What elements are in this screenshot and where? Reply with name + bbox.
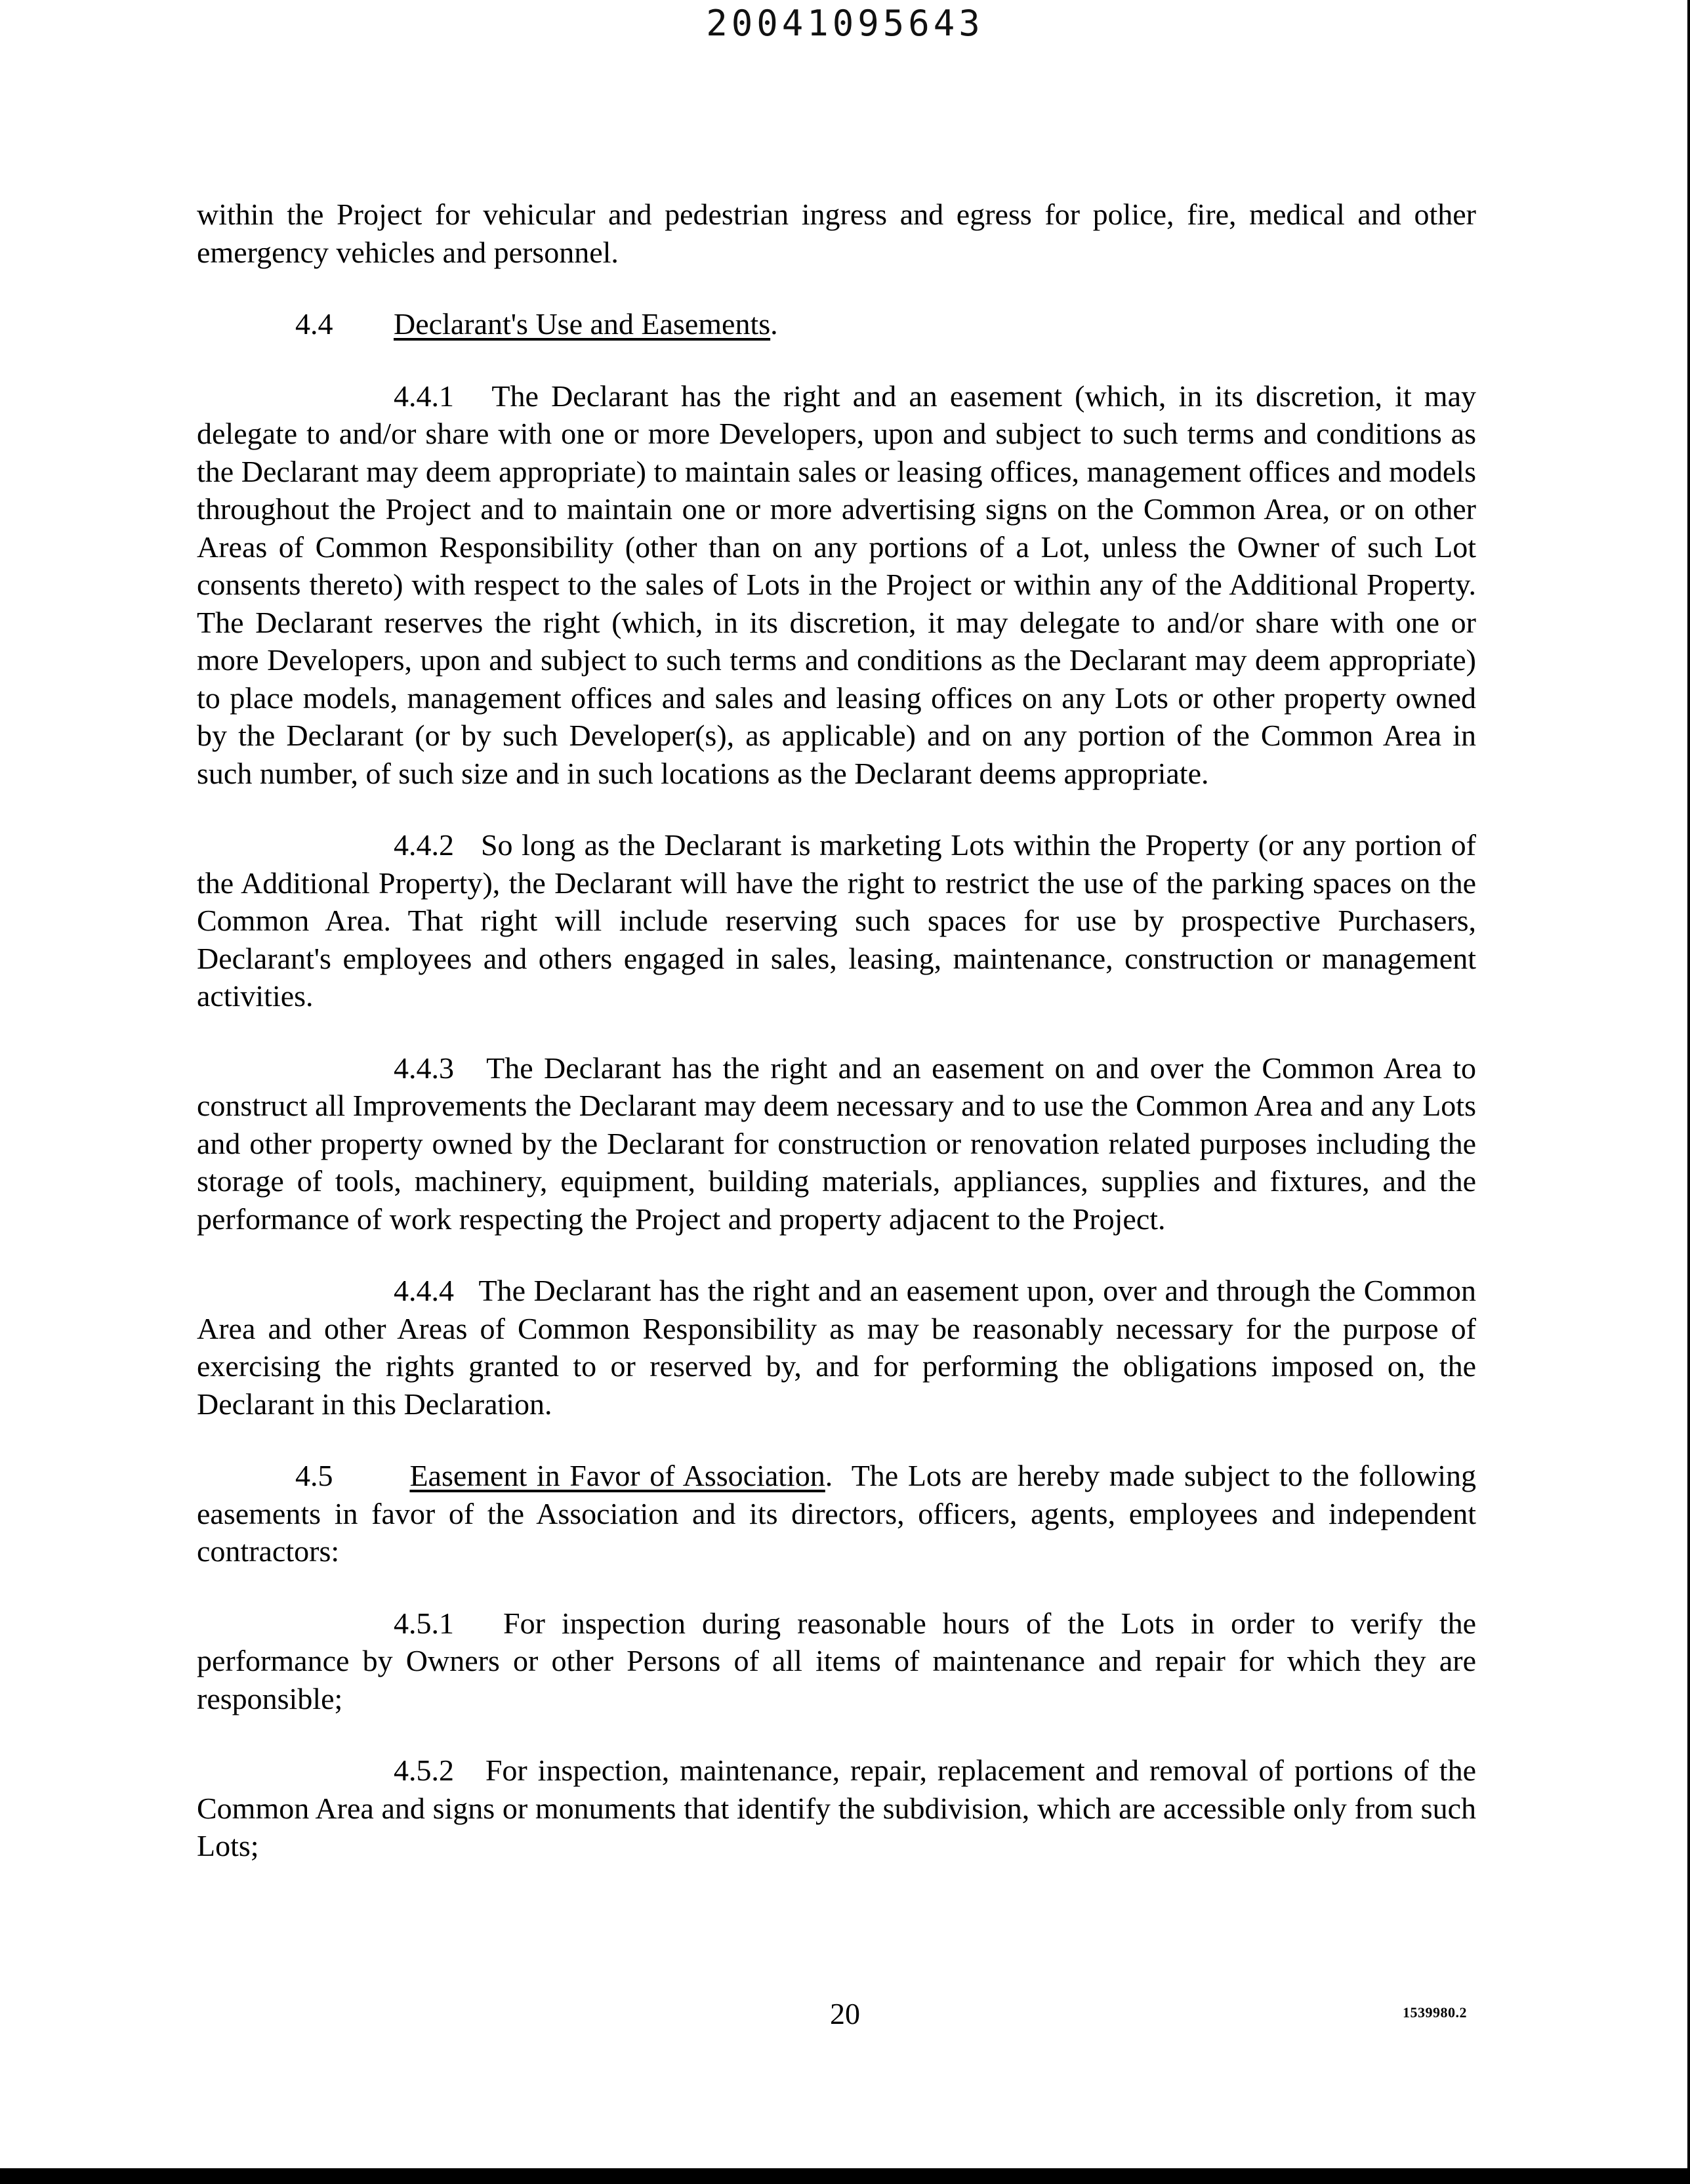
section-4-5: 4.5 Easement in Favor of Association. The Lots are hereby made subject to the following easements in favor of the Association and its directors, officers, agents, employees and independent contractors:	[197, 1459, 1477, 1568]
page-number: 20	[830, 1997, 860, 2030]
paragraph-number: 4.4.2	[394, 828, 454, 862]
paragraph-text: For inspection, maintenance, repair, replacement and removal of portions of the Common Area and signs or monuments that identify the subdivision, which are accessible only from such Lots;	[197, 1754, 1476, 1862]
section-title: Declarant's Use and Easements	[394, 307, 771, 341]
section-text: The Lots are hereby made subject to the following easements in favor of the Association and its directors, officers, agents, employees and independent contractors:	[197, 1459, 1477, 1568]
paragraph-4-4-4	[197, 1272, 1476, 1423]
document-number-header: 20041095643	[706, 3, 984, 44]
paragraph-number: 4.4.4	[394, 1274, 454, 1307]
paragraph-text: The Declarant has the right and an easement on and over the Common Area to construct all Improvements the Declarant may deem necessary and to use the Common Area and any Lots and other property owned by the Declarant for construction or renovation related purposes including the storage of tools, machinery, equipment, building materials, appliances, supplies and fixtures, and the performance of work respecting the Project and property adjacent to the Project.	[197, 1051, 1476, 1236]
document-id: 1539980.2	[1403, 2004, 1467, 2021]
paragraph-text: The Declarant has the right and an easement upon, over and through the Common Area and other Areas of Common Responsibility as may be reasonably necessary for the purpose of exercising the rights granted to or reserved by, and for performing the obligations imposed on, the Declarant in this Declaration.	[197, 1274, 1476, 1421]
paragraph-4-5-1	[197, 1605, 1476, 1718]
section-title: Easement in Favor of Association	[409, 1459, 825, 1492]
paragraph-4-4-3	[197, 1049, 1476, 1238]
continuation-paragraph: within the Project for vehicular and pedestrian ingress and egress for police, fire, medical and other emergency vehicles and personnel.	[197, 198, 1476, 269]
paragraph-4-4-2	[197, 826, 1476, 1015]
paragraph-number: 4.5.2	[394, 1754, 454, 1787]
paragraph-4-4-1	[197, 377, 1476, 793]
section-number: 4.4	[295, 307, 333, 341]
section-number: 4.5	[295, 1459, 333, 1492]
paragraph-number: 4.4.1	[394, 379, 454, 413]
paragraph-text: For inspection during reasonable hours of the Lots in order to verify the performance by Owners or other Persons of all items of maintenance and repair for which they are responsible;	[197, 1606, 1477, 1715]
scan-border-bottom	[0, 2168, 1690, 2184]
paragraph-number: 4.5.1	[394, 1606, 454, 1640]
paragraph-4-5-2	[197, 1752, 1476, 1865]
scan-border-right	[1687, 0, 1690, 2184]
paragraph-text: So long as the Declarant is marketing Lots within the Property (or any portion of the Additional Property), the Declarant will have the right to restrict the use of the parking spaces on the Common Area. That right will include reserving such spaces for use by prospective Purchasers, Declarant's employees and others engaged in sales, leasing, maintenance, construction or management activities.	[197, 828, 1476, 1013]
paragraph-text: The Declarant has the right and an easement (which, in its discretion, it may delegate to and/or share with one or more Developers, upon and subject to such terms and conditions as the Declarant may deem appropriate) to maintain sales or leasing offices, management offices and models throughout the Project and to maintain one or more advertising signs on the Common Area, or on other Areas of Common Responsibility (other than on any portions of a Lot, unless the Owner of such Lot consents thereto) with respect to the sales of Lots in the Project or within any of the Additional Property. The Declarant reserves the right (which, in its discretion, it may delegate to and/or share with one or more Developers, upon and subject to such terms and conditions as the Declarant may deem appropriate) to place models, management offices and sales and leasing offices on any Lots or other property owned by the Declarant (or by such Developer(s), as applicable) and on any portion of the Common Area in such number, of such size and in such locations as the Declarant deems appropriate.	[197, 379, 1476, 790]
section-4-4-heading: 4.4 Declarant's Use and Easements.	[197, 305, 1476, 343]
document-body	[197, 196, 1476, 1899]
paragraph-number: 4.4.3	[394, 1051, 454, 1085]
